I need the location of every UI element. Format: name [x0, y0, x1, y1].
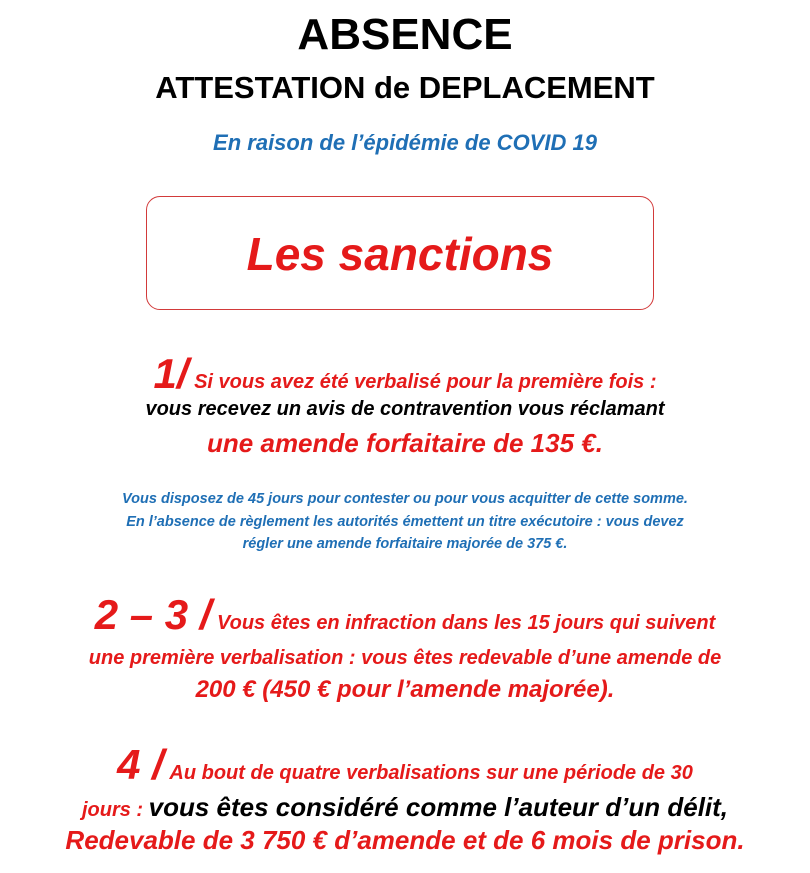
section1-heading: [0, 350, 810, 398]
covid-reason: En raison de l’épidémie de COVID 19: [213, 130, 597, 155]
section2-number: 2 – 3 /: [94, 591, 212, 638]
section1-number: 1/: [153, 350, 189, 397]
section4-line2-black: vous êtes considéré comme l’auteur d’un délit,: [148, 792, 729, 822]
section4-intro: Au bout de quatre verbalisations sur une période de 30: [169, 762, 693, 784]
sanctions-title: Les sanctions: [246, 228, 554, 280]
section2-heading: [0, 591, 810, 639]
note-line2: En l’absence de règlement les autorités émettent un titre exécutoire : vous devez: [126, 514, 684, 530]
section4-penalty: Redevable de 3 750 € d’amende et de 6 mois de prison.: [65, 825, 745, 855]
section4-number: 4 /: [117, 741, 164, 788]
section2-line2: une première verbalisation : vous êtes redevable d’une amende de: [88, 647, 722, 669]
note-line1: Vous disposez de 45 jours pour contester ou pour vous acquitter de cette somme.: [122, 491, 688, 507]
section1-line2: vous recevez un avis de contravention vous réclamant: [145, 398, 665, 420]
section1-intro: Si vous avez été verbalisé pour la première fois :: [194, 371, 657, 393]
sanctions-box: [146, 196, 654, 310]
section4-line2-red: jours :: [81, 799, 144, 821]
doc-title: ABSENCE: [297, 10, 513, 59]
note-line3: régler une amende forfaitaire majorée de 375 €.: [242, 536, 568, 552]
section4-heading: [0, 741, 810, 789]
section1-fine: une amende forfaitaire de 135 €.: [207, 428, 603, 458]
doc-subtitle: ATTESTATION de DEPLACEMENT: [155, 70, 655, 105]
section2-fine: 200 € (450 € pour l’amende majorée).: [195, 676, 615, 703]
section2-intro: Vous êtes en infraction dans les 15 jours qui suivent: [217, 612, 716, 634]
section4-line2: [0, 792, 810, 823]
